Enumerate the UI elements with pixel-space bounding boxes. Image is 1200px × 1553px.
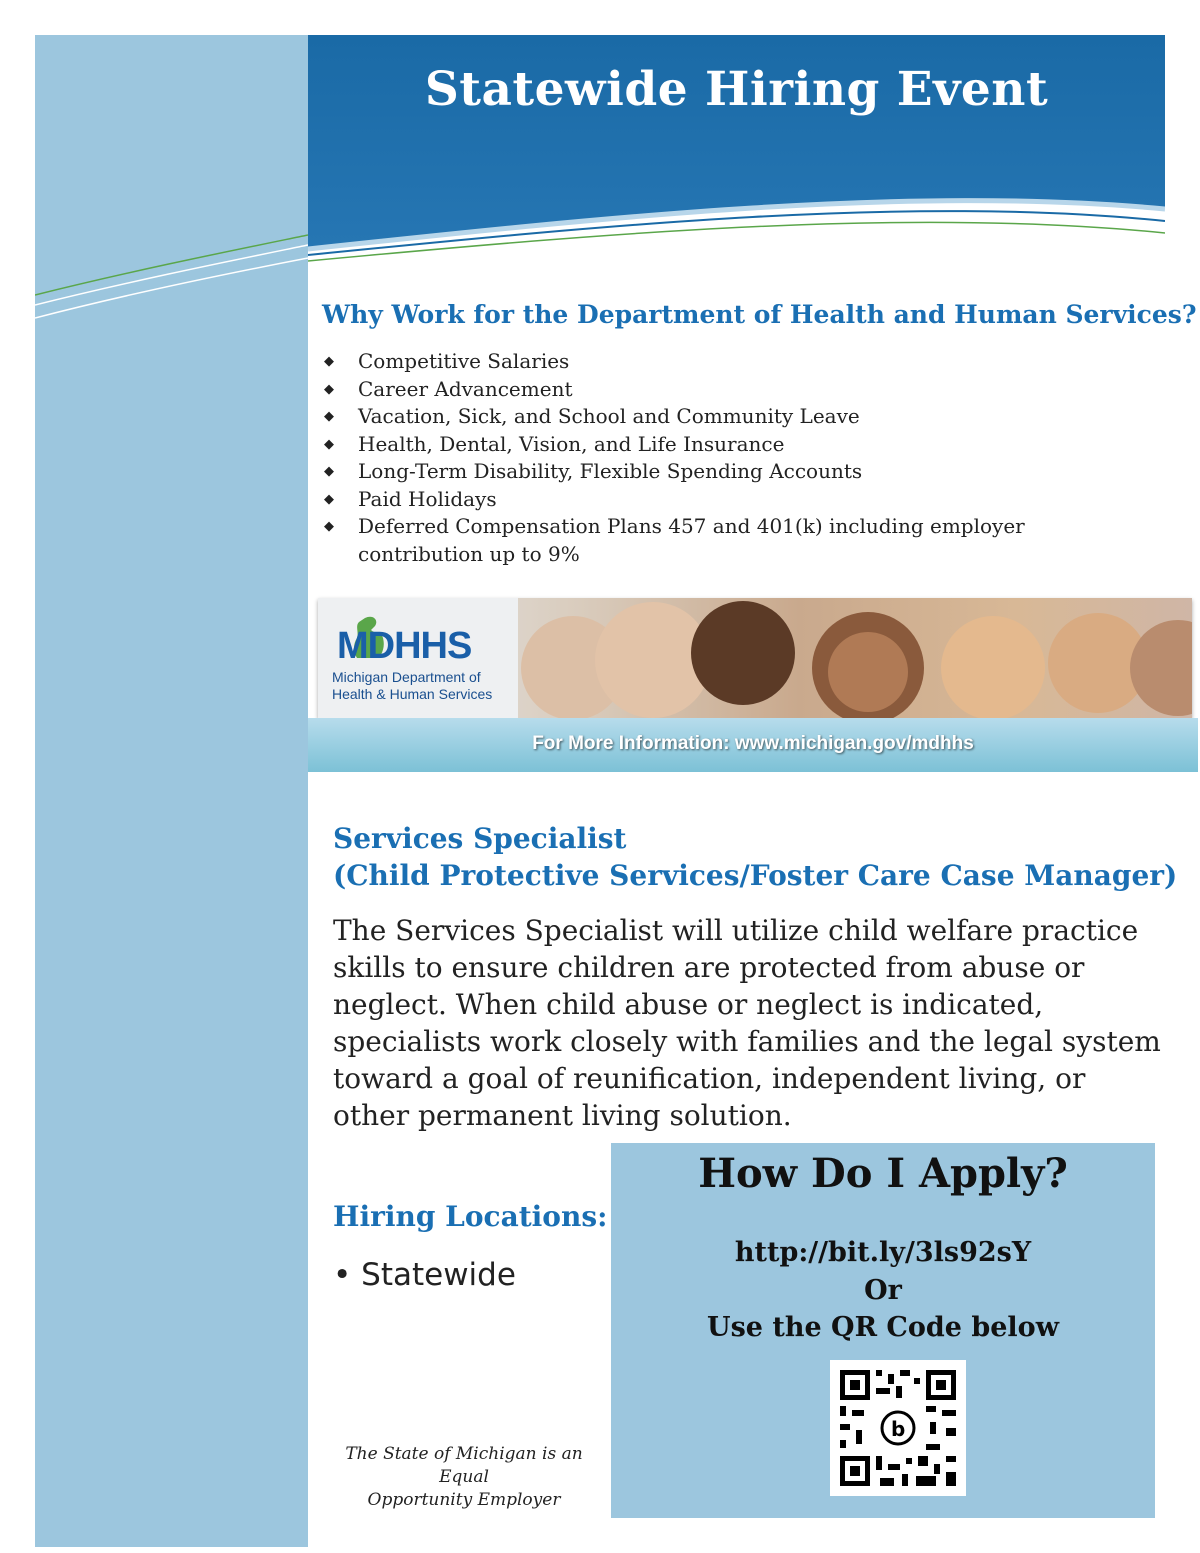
left-swoosh-lines — [35, 200, 308, 340]
qr-code-icon — [830, 1360, 966, 1496]
why-work-heading: Why Work for the Department of Health and Human Services? — [322, 300, 1197, 329]
diamond-bullet-icon: ◆ — [324, 491, 334, 507]
job-description: The Services Specialist will utilize child welfare practice skills to ensure children are protected from abuse or neglect. When child abuse or neglect is indicated, specialists work closely with families and the legal system toward a goal of reunification, independent living, or other permanent living solution. — [333, 914, 1161, 1132]
svg-text:b: b — [891, 1417, 906, 1441]
mdhhs-logo-subtitle: Michigan Department of Health & Human Services — [332, 669, 493, 702]
more-info-link[interactable]: For More Information: www.michigan.gov/mdhhs — [532, 733, 974, 754]
qr-code[interactable] — [830, 1360, 966, 1496]
diamond-bullet-icon: ◆ — [324, 436, 334, 452]
location-item: • Statewide — [333, 1257, 516, 1293]
page-title: Statewide Hiring Event — [424, 62, 1049, 117]
apply-qr-instruction: Use the QR Code below — [707, 1312, 1059, 1343]
job-title: Services Specialist (Child Protective Services/Foster Care Case Manager) — [333, 822, 1178, 892]
apply-or-text: Or — [864, 1275, 902, 1306]
list-item: ◆ Long-Term Disability, Flexible Spending Accounts — [322, 458, 1142, 486]
list-item: ◆ Paid Holidays — [322, 486, 1142, 514]
apply-link[interactable]: http://bit.ly/3ls92sY — [734, 1237, 1032, 1268]
mdhhs-logo: MDHHS — [337, 625, 472, 667]
diamond-bullet-icon: ◆ — [324, 381, 334, 397]
diamond-bullet-icon: ◆ — [324, 354, 334, 369]
apply-heading: How Do I Apply? — [698, 1150, 1068, 1197]
list-item: ◆ Health, Dental, Vision, and Life Insurance — [322, 431, 1142, 459]
benefits-list — [322, 348, 1142, 568]
hiring-locations-heading: Hiring Locations: — [333, 1200, 608, 1233]
list-item: ◆ Competitive Salaries — [322, 348, 1142, 376]
diamond-bullet-icon: ◆ — [324, 464, 334, 479]
diamond-bullet-icon: ◆ — [324, 409, 334, 424]
list-item: ◆ Career Advancement — [322, 376, 1142, 404]
diamond-bullet-icon: ◆ — [324, 519, 334, 534]
list-item: ◆ Vacation, Sick, and School and Community Leave — [322, 403, 1142, 431]
equal-opportunity-statement: The State of Michigan is an Equal Opportunity Employer — [345, 1444, 583, 1510]
list-item: ◆ Deferred Compensation Plans 457 and 401(k) including employer contribution up to 9% — [324, 514, 1025, 566]
